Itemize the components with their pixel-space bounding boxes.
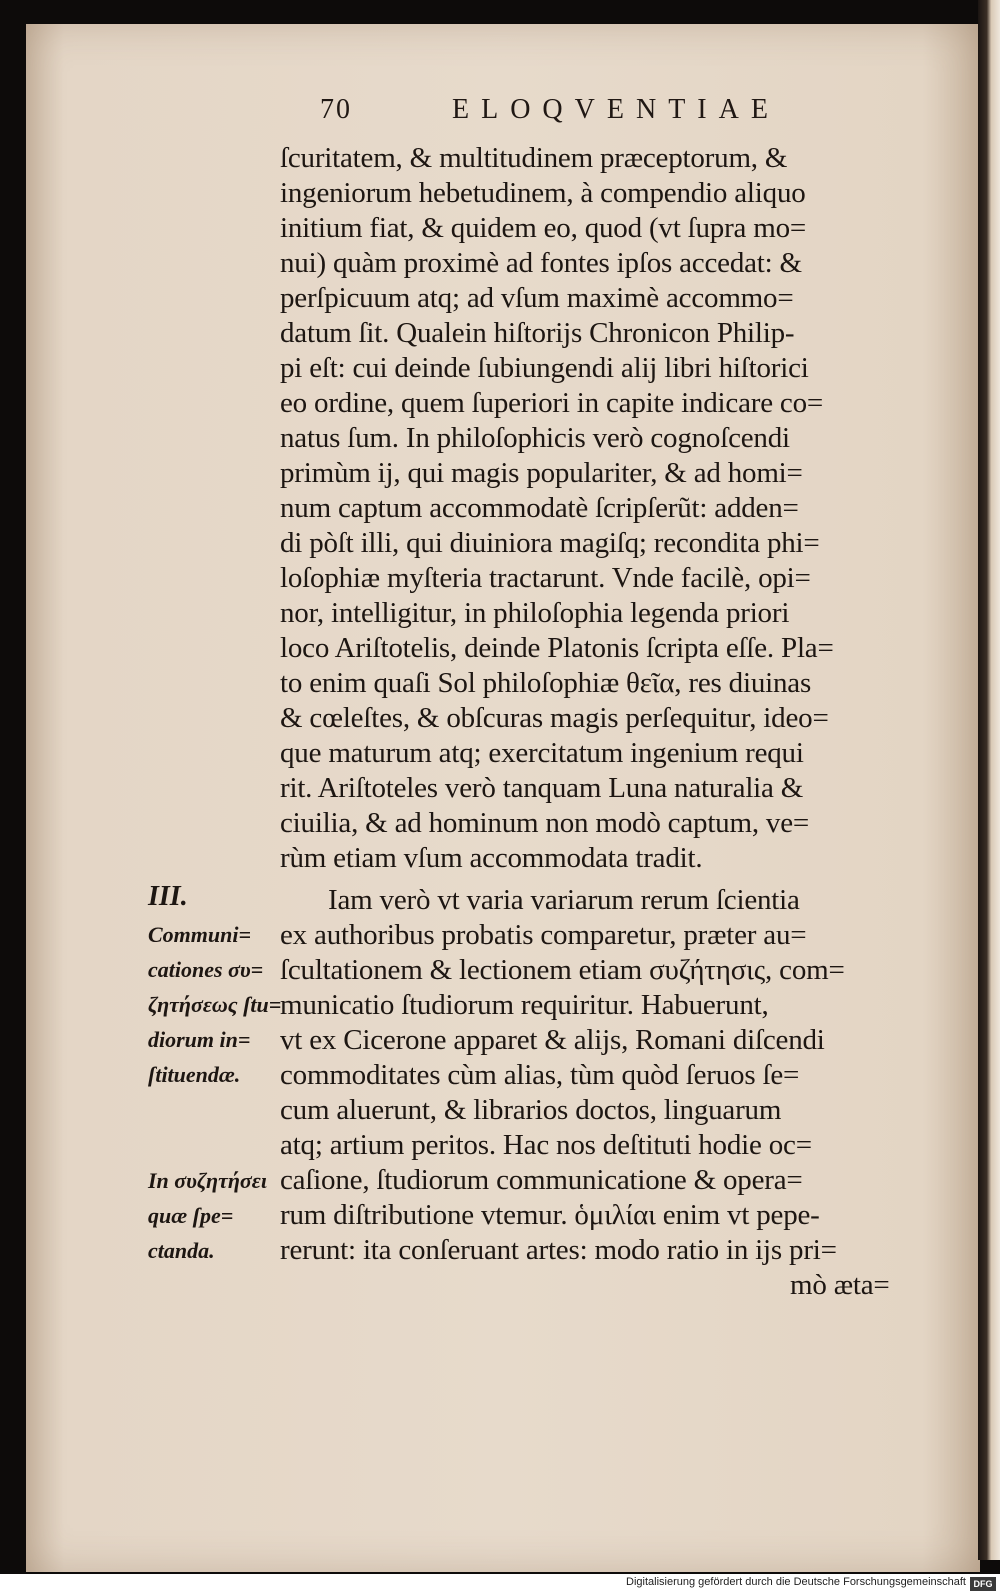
text-line: & cœleſtes, & obſcuras magis perſequitur, ideo= xyxy=(280,702,829,734)
text-line: ingeniorum hebetudinem, à compendio aliquo xyxy=(280,177,806,209)
margin-section-number: III. xyxy=(148,881,188,912)
text-line: primùm ij, qui magis populariter, & ad homi= xyxy=(280,457,803,489)
digitization-footer xyxy=(0,1574,1000,1596)
text-line: natus ſum. In philoſophicis verò cognoſcendi xyxy=(280,422,790,454)
text-line: municatio ſtudiorum requiritur. Habuerunt, xyxy=(280,989,769,1021)
text-line: ex authoribus probatis comparetur, præter au= xyxy=(280,919,807,951)
text-line: caſione, ſtudiorum communicatione & opera= xyxy=(280,1164,803,1196)
text-line: rerunt: ita conſeruant artes: modo ratio in ijs pri= xyxy=(280,1234,837,1266)
margin-note-line: quæ ſpe= xyxy=(148,1203,234,1228)
text-line: pi eſt: cui deinde ſubiungendi alij libri hiſtorici xyxy=(280,352,809,384)
text-line: rùm etiam vſum accommodata tradit. xyxy=(280,842,703,874)
running-title: ELOQVENTIAE xyxy=(452,94,780,125)
text-line: ſcultationem & lectionem etiam συζήτησις, com= xyxy=(280,954,845,986)
paragraph-start-line: Iam verò vt varia variarum rerum ſcientia xyxy=(328,884,800,916)
text-line: initium fiat, & quidem eo, quod (vt ſupra mo= xyxy=(280,212,807,244)
text-line: eo ordine, quem ſuperiori in capite indicare co= xyxy=(280,387,824,419)
margin-note-line: diorum in= xyxy=(148,1027,251,1052)
text-line: ciuilia, & ad hominum non modò captum, ve= xyxy=(280,807,810,839)
text-line: nui) quàm proximè ad fontes ipſos accedat: & xyxy=(280,247,802,279)
text-line: vt ex Cicerone apparet & alijs, Romani diſcendi xyxy=(280,1024,825,1056)
funding-note: Digitalisierung gefördert durch die Deutsche Forschungsgemeinschaft xyxy=(626,1576,966,1588)
text-line: rit. Ariſtoteles verò tanquam Luna naturalia & xyxy=(280,772,804,804)
text-line: di pòſt illi, qui diuiniora magiſq; recondita phi= xyxy=(280,527,820,559)
margin-note-line: ζητήσεως ſtu= xyxy=(148,992,282,1017)
text-line: loſophiæ myſteria tractarunt. Vnde facilè, opi= xyxy=(280,562,811,594)
text-line: cum aluerunt, & librarios doctos, linguarum xyxy=(280,1094,782,1126)
text-line: atq; artium peritos. Hac nos deſtituti hodie oc= xyxy=(280,1129,812,1161)
margin-note-line: cationes συ= xyxy=(148,957,264,982)
page-number: 70 xyxy=(320,94,352,125)
margin-note-line: Communi= xyxy=(148,922,252,947)
catchword: mò æta= xyxy=(790,1269,890,1301)
text-line: commoditates cùm alias, tùm quòd ſeruos ſe= xyxy=(280,1059,800,1091)
text-line: que maturum atq; exercitatum ingenium requi xyxy=(280,737,804,769)
margin-note-line: ctanda. xyxy=(148,1238,215,1263)
text-line: datum ſit. Qualein hiſtorijs Chronicon Philip- xyxy=(280,317,795,349)
margin-note-line: In συζητήσει xyxy=(148,1168,267,1193)
dfg-logo: DFG xyxy=(970,1577,996,1591)
text-line: nor, intelligitur, in philoſophia legenda priori xyxy=(280,597,790,629)
text-line: perſpicuum atq; ad vſum maximè accommo= xyxy=(280,282,794,314)
text-line: rum diſtributione vtemur. ὁμιλίαι enim vt pepe- xyxy=(280,1199,820,1231)
margin-note-line: ſtituendæ. xyxy=(148,1062,241,1087)
text-line: to enim quaſi Sol philoſophiæ θεῖα, res diuinas xyxy=(280,667,812,699)
text-line: loco Ariſtotelis, deinde Platonis ſcripta eſſe. Pla= xyxy=(280,632,834,664)
text-line: ſcuritatem, & multitudinem præceptorum, & xyxy=(280,142,788,174)
text-line: num captum accommodatè ſcripſerũt: adden= xyxy=(280,492,799,524)
